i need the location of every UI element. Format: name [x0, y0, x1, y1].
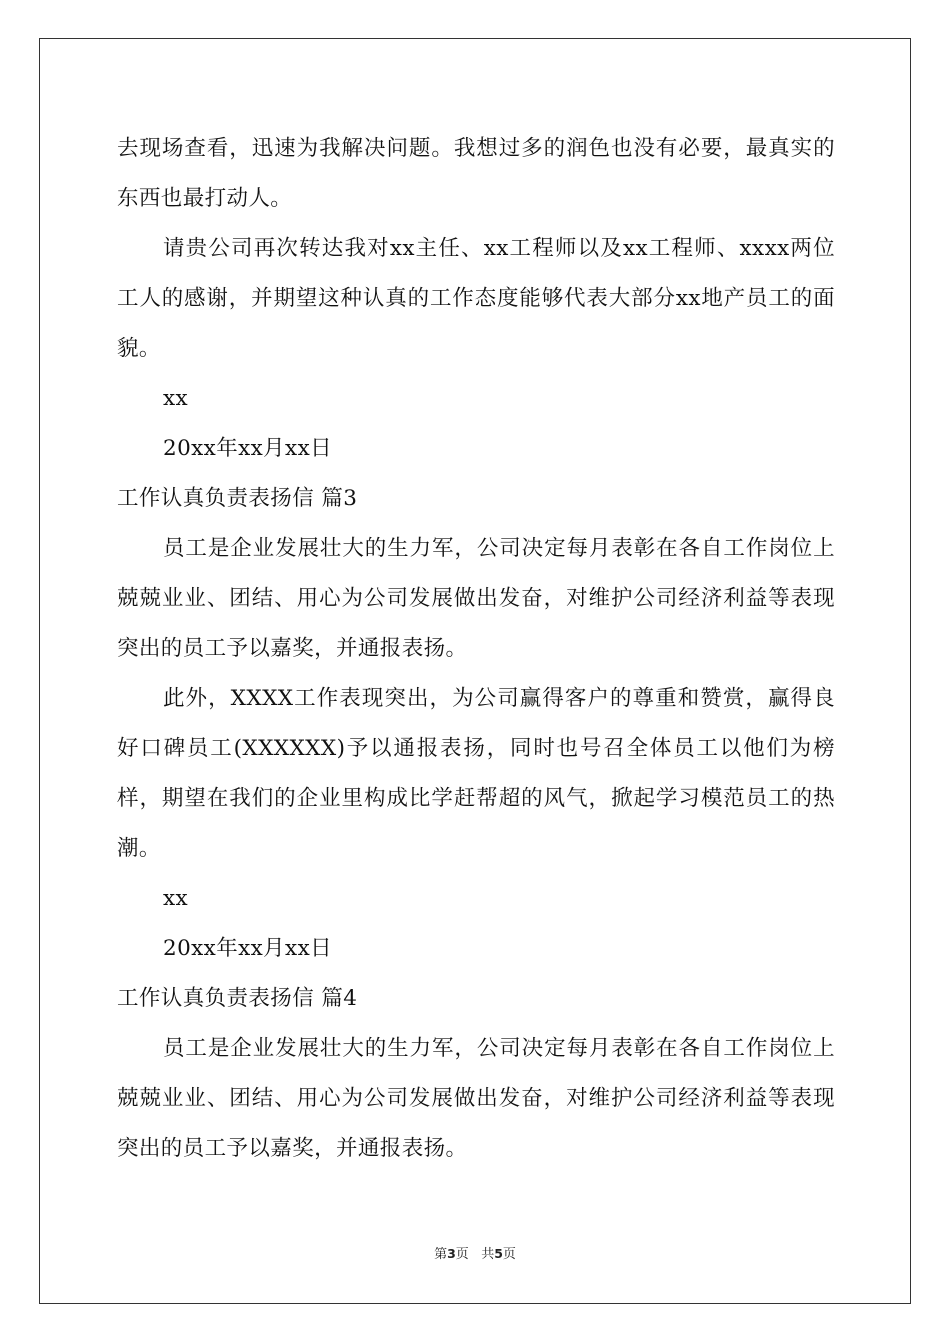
- section-heading: 工作认真负责表扬信 篇4: [117, 986, 358, 1011]
- page-total: 5: [494, 1246, 503, 1261]
- paragraph: 请贵公司再次转达我对xx主任、xx工程师以及xx工程师、xxxx两位工人的感谢，并期望这种认真的工作态度能够代表大部分xx地产员工的面貌。: [117, 236, 835, 361]
- signature-line: xx: [163, 886, 189, 911]
- date-line: 20xx年xx月xx日: [163, 436, 333, 461]
- paragraph: 员工是企业发展壮大的生力军，公司决定每月表彰在各自工作岗位上兢兢业业、团结、用心为公司发展做出发奋，对维护公司经济利益等表现突出的员工予以嘉奖，并通报表扬。: [117, 1036, 835, 1161]
- document-body: [117, 124, 835, 1174]
- page-suffix: 页: [502, 1247, 516, 1262]
- section-heading: 工作认真负责表扬信 篇3: [117, 486, 358, 511]
- page-current: 3: [447, 1246, 456, 1261]
- page-footer: [0, 1243, 950, 1262]
- page-prefix: 第: [434, 1247, 448, 1262]
- date-line: 20xx年xx月xx日: [163, 936, 333, 961]
- page-mid: 页 共: [455, 1247, 495, 1262]
- signature-line: xx: [163, 386, 189, 411]
- paragraph-continuation: 去现场查看，迅速为我解决问题。我想过多的润色也没有必要，最真实的东西也最打动人。: [117, 136, 835, 211]
- paragraph: 员工是企业发展壮大的生力军，公司决定每月表彰在各自工作岗位上兢兢业业、团结、用心为公司发展做出发奋，对维护公司经济利益等表现突出的员工予以嘉奖，并通报表扬。: [117, 536, 835, 661]
- paragraph: 此外，XXXX工作表现突出，为公司赢得客户的尊重和赞赏，赢得良好口碑员工(XXXXXX)予以通报表扬，同时也号召全体员工以他们为榜样，期望在我们的企业里构成比学赶帮超的风气，掀起学习模范员工的热潮。: [117, 686, 835, 861]
